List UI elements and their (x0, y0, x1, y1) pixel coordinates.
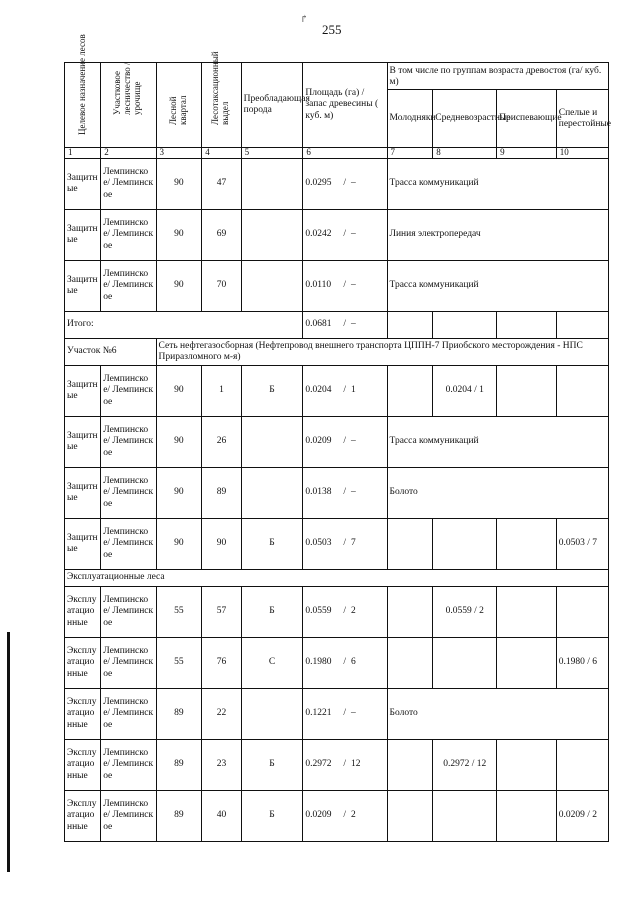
header-age-groups: В том числе по группам возраста древостоя (га/ куб. м) (387, 63, 609, 90)
header-purpose: Целевое назначение лесов (65, 63, 101, 148)
area-value: 0.0295 (305, 178, 332, 188)
quarter-cell: 90 (156, 519, 202, 570)
mature-cell (556, 366, 608, 417)
area-separator: / (343, 759, 347, 769)
exploitation-forests-row (65, 570, 609, 587)
forestry-cell: Лемпинское/ Лемпинское (101, 417, 156, 468)
mature-cell (556, 587, 608, 638)
area-separator: / (343, 280, 347, 290)
species-cell: Б (241, 366, 303, 417)
purpose-cell: Защитные (65, 159, 101, 210)
section-cell: 89 (202, 468, 241, 519)
purpose-cell: Эксплуатационные (65, 791, 101, 842)
land-category-note: Линия электропередач (387, 210, 609, 261)
land-category-note: Болото (387, 468, 609, 519)
table-row (65, 638, 609, 689)
header-mature: Спелые и перестойные (556, 90, 608, 148)
area-value: 0.0242 (305, 229, 332, 239)
species-cell (241, 689, 303, 740)
pre-cell (497, 519, 557, 570)
column-number-6: 6 (303, 148, 387, 159)
forestry-cell: Лемпинское/ Лемпинское (101, 791, 156, 842)
species-cell (241, 159, 303, 210)
volume-value: 1 (351, 385, 356, 395)
page-number: 255 (322, 22, 342, 37)
volume-value: – (351, 280, 356, 290)
pre-cell (497, 740, 557, 791)
middle-cell (433, 519, 497, 570)
middle-cell (433, 638, 497, 689)
quarter-cell: 55 (156, 638, 202, 689)
pre-cell (497, 791, 557, 842)
forestry-cell: Лемпинское/ Лемпинское (101, 587, 156, 638)
total-pre (497, 312, 557, 339)
section-cell: 70 (202, 261, 241, 312)
land-category-note: Трасса коммуникаций (387, 261, 609, 312)
quarter-cell: 90 (156, 261, 202, 312)
area-value: 0.0204 (305, 385, 332, 395)
area-separator: / (343, 229, 347, 239)
column-number-3: 3 (156, 148, 202, 159)
table-row (65, 740, 609, 791)
species-cell: С (241, 638, 303, 689)
table-row (65, 689, 609, 740)
forestry-cell: Лемпинское/ Лемпинское (101, 740, 156, 791)
land-category-note: Трасса коммуникаций (387, 417, 609, 468)
purpose-cell: Защитные (65, 519, 101, 570)
total-mature (556, 312, 608, 339)
total-middle (433, 312, 497, 339)
volume-value: – (351, 229, 356, 239)
purpose-cell: Защитные (65, 261, 101, 312)
section-cell: 23 (202, 740, 241, 791)
binder-margin-line (7, 632, 10, 872)
volume-value: 12 (351, 759, 361, 769)
volume-value: – (351, 708, 356, 718)
section-6-description: Сеть нефтегазосборная (Нефтепровод внешнего транспорта ЦППН-7 Приобского месторождения - НПС Приразломного м-я) (156, 339, 608, 366)
area-volume-cell (303, 519, 387, 570)
area-separator: / (343, 385, 347, 395)
species-cell (241, 210, 303, 261)
area-volume-cell (303, 689, 387, 740)
section-cell: 76 (202, 638, 241, 689)
purpose-cell: Защитные (65, 210, 101, 261)
forestry-cell: Лемпинское/ Лемпинское (101, 159, 156, 210)
land-category-note: Трасса коммуникаций (387, 159, 609, 210)
table-row (65, 791, 609, 842)
section-cell: 26 (202, 417, 241, 468)
area-separator: / (343, 657, 347, 667)
volume-value: 7 (351, 538, 356, 548)
forestry-cell: Лемпинское/ Лемпинское (101, 261, 156, 312)
middle-cell: 0.0559 / 2 (433, 587, 497, 638)
handwritten-mark: ↱ (300, 14, 309, 25)
forestry-cell: Лемпинское/ Лемпинское (101, 519, 156, 570)
young-cell (387, 587, 433, 638)
area-volume-cell (303, 468, 387, 519)
mature-cell: 0.0503 / 7 (556, 519, 608, 570)
area-volume-cell (303, 587, 387, 638)
table-row (65, 210, 609, 261)
area-volume-cell (303, 791, 387, 842)
header-section: Лесотаксационный выдел (202, 63, 241, 148)
area-value: 0.0110 (305, 280, 332, 290)
quarter-cell: 90 (156, 417, 202, 468)
header-middle: Средневозрастные (433, 90, 497, 148)
species-cell (241, 261, 303, 312)
forestry-cell: Лемпинское/ Лемпинское (101, 468, 156, 519)
section-6-label: Участок №6 (65, 339, 157, 366)
species-cell (241, 468, 303, 519)
purpose-cell: Защитные (65, 468, 101, 519)
quarter-cell: 90 (156, 468, 202, 519)
purpose-cell: Защитные (65, 417, 101, 468)
table-row (65, 519, 609, 570)
mature-cell: 0.0209 / 2 (556, 791, 608, 842)
header-pre: Приспевающие (497, 90, 557, 148)
pre-cell (497, 587, 557, 638)
volume-value: 6 (351, 657, 356, 667)
column-number-9: 9 (497, 148, 557, 159)
quarter-cell: 89 (156, 689, 202, 740)
area-volume-cell (303, 740, 387, 791)
column-number-8: 8 (433, 148, 497, 159)
purpose-cell: Эксплуатационные (65, 740, 101, 791)
young-cell (387, 366, 433, 417)
section-cell: 22 (202, 689, 241, 740)
young-cell (387, 638, 433, 689)
column-number-7: 7 (387, 148, 433, 159)
area-separator: / (343, 538, 347, 548)
table-row (65, 261, 609, 312)
header-quarter: Лесной квартал (156, 63, 202, 148)
area-separator: / (343, 606, 347, 616)
volume-value: 2 (351, 810, 356, 820)
forest-allocation-table (64, 34, 611, 842)
land-category-note: Болото (387, 689, 609, 740)
area-value: 0.0503 (305, 538, 332, 548)
column-number-5: 5 (241, 148, 303, 159)
table-row (65, 159, 609, 210)
column-number-row (65, 148, 609, 159)
area-value: 0.0681 (305, 319, 332, 329)
area-value: 0.0209 (305, 436, 332, 446)
area-volume-cell (303, 210, 387, 261)
area-separator: / (343, 708, 347, 718)
volume-value: – (351, 319, 356, 329)
volume-value: 2 (351, 606, 356, 616)
quarter-cell: 89 (156, 740, 202, 791)
mature-cell: 0.1980 / 6 (556, 638, 608, 689)
middle-cell: 0.2972 / 12 (433, 740, 497, 791)
section-cell: 47 (202, 159, 241, 210)
header-forestry: Участковое лесничество / урочище (101, 63, 156, 148)
area-separator: / (343, 319, 347, 329)
quarter-cell: 89 (156, 791, 202, 842)
young-cell (387, 791, 433, 842)
area-volume-cell (303, 261, 387, 312)
area-value: 0.0559 (305, 606, 332, 616)
volume-value: – (351, 487, 356, 497)
area-value: 0.1980 (305, 657, 332, 667)
species-cell: Б (241, 740, 303, 791)
table-row (65, 587, 609, 638)
area-volume-cell (303, 312, 387, 339)
header-row (65, 63, 609, 90)
column-number-10: 10 (556, 148, 608, 159)
area-volume-cell (303, 417, 387, 468)
section-cell: 90 (202, 519, 241, 570)
header-species: Преобладающая порода (241, 63, 303, 148)
forestry-cell: Лемпинское/ Лемпинское (101, 689, 156, 740)
header-area: Площадь (га) / запас древесины ( куб. м) (303, 63, 387, 148)
section-cell: 1 (202, 366, 241, 417)
quarter-cell: 90 (156, 366, 202, 417)
area-volume-cell (303, 366, 387, 417)
total-label: Итого: (65, 312, 303, 339)
purpose-cell: Эксплуатационные (65, 587, 101, 638)
species-cell: Б (241, 587, 303, 638)
middle-cell: 0.0204 / 1 (433, 366, 497, 417)
table-row (65, 417, 609, 468)
middle-cell (433, 791, 497, 842)
area-volume-cell (303, 159, 387, 210)
header-young: Молодняки (387, 90, 433, 148)
column-number-1: 1 (65, 148, 101, 159)
forestry-cell: Лемпинское/ Лемпинское (101, 638, 156, 689)
area-value: 0.0138 (305, 487, 332, 497)
section-cell: 40 (202, 791, 241, 842)
purpose-cell: Защитные (65, 366, 101, 417)
forestry-cell: Лемпинское/ Лемпинское (101, 210, 156, 261)
young-cell (387, 519, 433, 570)
section-cell: 69 (202, 210, 241, 261)
area-value: 0.2972 (305, 759, 332, 769)
pre-cell (497, 366, 557, 417)
total-row (65, 312, 609, 339)
area-separator: / (343, 487, 347, 497)
area-separator: / (343, 436, 347, 446)
area-separator: / (343, 178, 347, 188)
section-6-row (65, 339, 609, 366)
total-young (387, 312, 433, 339)
species-cell (241, 417, 303, 468)
species-cell: Б (241, 791, 303, 842)
forestry-cell: Лемпинское/ Лемпинское (101, 366, 156, 417)
area-value: 0.1221 (305, 708, 332, 718)
volume-value: – (351, 436, 356, 446)
quarter-cell: 90 (156, 159, 202, 210)
area-volume-cell (303, 638, 387, 689)
column-number-2: 2 (101, 148, 156, 159)
section-cell: 57 (202, 587, 241, 638)
species-cell: Б (241, 519, 303, 570)
purpose-cell: Эксплуатационные (65, 689, 101, 740)
mature-cell (556, 740, 608, 791)
purpose-cell: Эксплуатационные (65, 638, 101, 689)
exploitation-forests-label: Эксплуатационные леса (65, 570, 609, 587)
volume-value: – (351, 178, 356, 188)
area-separator: / (343, 810, 347, 820)
pre-cell (497, 638, 557, 689)
area-value: 0.0209 (305, 810, 332, 820)
table-row (65, 468, 609, 519)
quarter-cell: 55 (156, 587, 202, 638)
column-number-4: 4 (202, 148, 241, 159)
young-cell (387, 740, 433, 791)
quarter-cell: 90 (156, 210, 202, 261)
table-row (65, 366, 609, 417)
